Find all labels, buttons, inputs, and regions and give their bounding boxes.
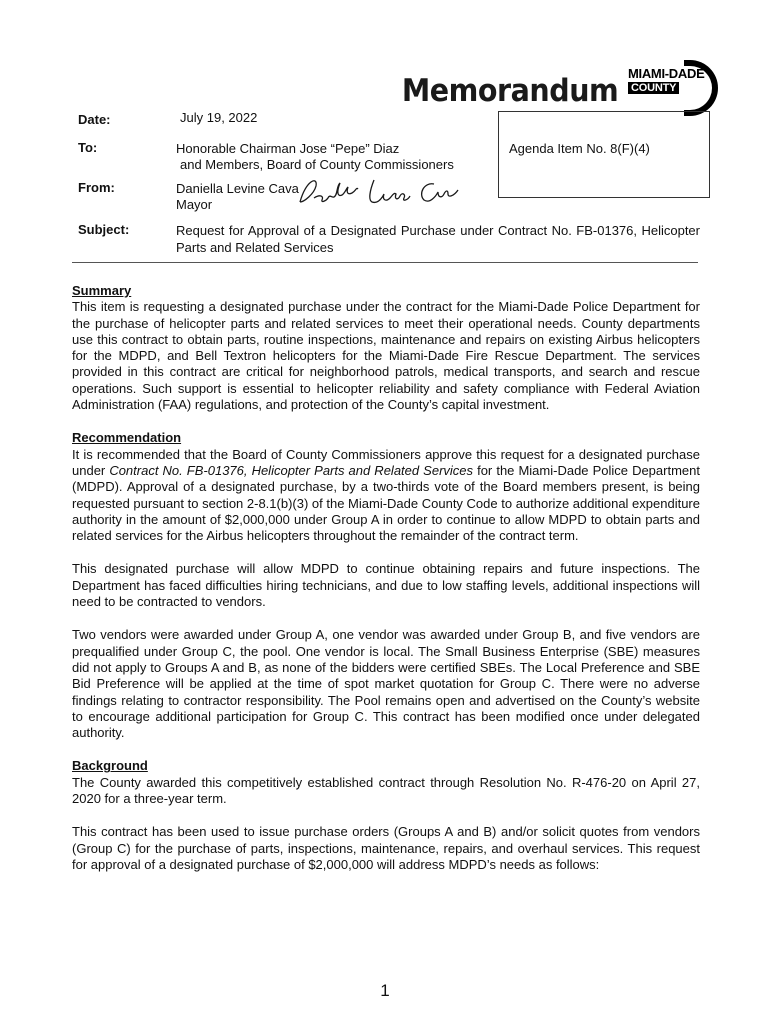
subject-label: Subject: — [78, 222, 130, 237]
signature-image — [296, 172, 468, 212]
date-value: July 19, 2022 — [180, 110, 258, 125]
recommendation-p1-part-b: for the Miami-Dade Police Department (MDPD). Approval of a designated purchase, by a two-thirds vote of the Board members present, is being requested pursuant to section 2-8.1(b)(3) of the Miami-Dade County Code to authorize additional expenditure authority in the amount of $2,000,000 under Group A in order to continue to allow MDPD to obtain parts and related services for the Airbus helicopters throughout the remainder of the contract term. — [72, 462, 700, 544]
logo-line2: COUNTY — [628, 82, 679, 94]
to-label: To: — [78, 140, 98, 155]
recommendation-paragraph-2: This designated purchase will allow MDPD to continue obtaining repairs and future inspections. The Department has faced difficulties hiring technicians, and due to low staffing levels, additional inspections will need to be contracted to vendors. — [72, 561, 700, 610]
agenda-item-box — [498, 111, 710, 198]
from-label: From: — [78, 180, 115, 195]
memo-body — [72, 283, 700, 890]
summary-text: This item is requesting a designated purchase under the contract for the Miami-Dade Police Department for the purchase of helicopter parts and related services to meet their operational needs. County departments use this contract to obtain parts, routine inspections, maintenance and repairs on existing Airbus helicopters for the MDPD, and Bell Textron helicopters for the Miami-Dade Fire Rescue Department. The services provided in this contract are critical for neighborhood patrols, medical transports, and search and rescue operations. Such support is essential to helicopter reliability and safety compliance with Federal Aviation Administration (FAA) regulations, and protection of the County’s capital investment. — [72, 299, 700, 413]
to-line1: Honorable Chairman Jose “Pepe” Diaz — [176, 141, 400, 156]
recommendation-paragraph-3: Two vendors were awarded under Group A, one vendor was awarded under Group B, and five vendors are prequalified under Group C, the pool. One vendor is local. The Small Business Enterprise (SBE) measures did not apply to Groups A and B, as none of the bidders were certified SBEs. The Local Preference and SBE Bid Preference will be applied at the time of spot market quotation for Group C. There were no adverse findings relating to contractor responsibility. The Pool remains open and advertised on the County’s website to encourage additional participation for Group C. This contract has been modified once under delegated authority. — [72, 627, 700, 741]
summary-heading: Summary — [72, 283, 132, 298]
recommendation-heading: Recommendation — [72, 430, 182, 446]
agenda-item: Agenda Item No. 8(F)(4) — [509, 141, 650, 156]
to-line2: and Members, Board of County Commissioners — [180, 157, 454, 172]
contract-name: Contract No. FB-01376, Helicopter Parts and Related Services — [109, 462, 474, 478]
memo-header-brand — [383, 60, 718, 110]
date-label: Date: — [78, 112, 111, 127]
logo-arc-icon — [684, 60, 718, 116]
background-paragraph-1: The County awarded this competitively established contract through Resolution No. R-476-20 on April 27, 2020 for a three-year term. — [72, 774, 700, 807]
from-line1: Daniella Levine Cava — [176, 181, 299, 196]
recommendation-p1-part-a: It is recommended that the Board of County Commissioners approve this request for a designated purchase under — [72, 446, 700, 478]
background-heading: Background — [72, 758, 148, 774]
page-number: 1 — [380, 981, 390, 1000]
from-line2: Mayor — [176, 197, 213, 212]
memo-title: Memorandum — [401, 73, 618, 109]
background-paragraph-2: This contract has been used to issue purchase orders (Groups A and B) and/or solicit quotes from vendors (Group C) for the purchase of parts, inspections, maintenance, repairs, and overhaul services. This request for approval of a designated purchase of $2,000,000 will address MDPD’s needs as follows: — [72, 824, 700, 872]
logo-line1: MIAMI-DADE — [628, 66, 705, 81]
subject-value: Request for Approval of a Designated Purchase under Contract No. FB-01376, Helicopter Parts and Related Services — [176, 223, 700, 255]
recommendation-paragraph-1 — [72, 447, 700, 545]
header-divider — [72, 262, 698, 263]
miami-dade-logo — [628, 60, 718, 110]
